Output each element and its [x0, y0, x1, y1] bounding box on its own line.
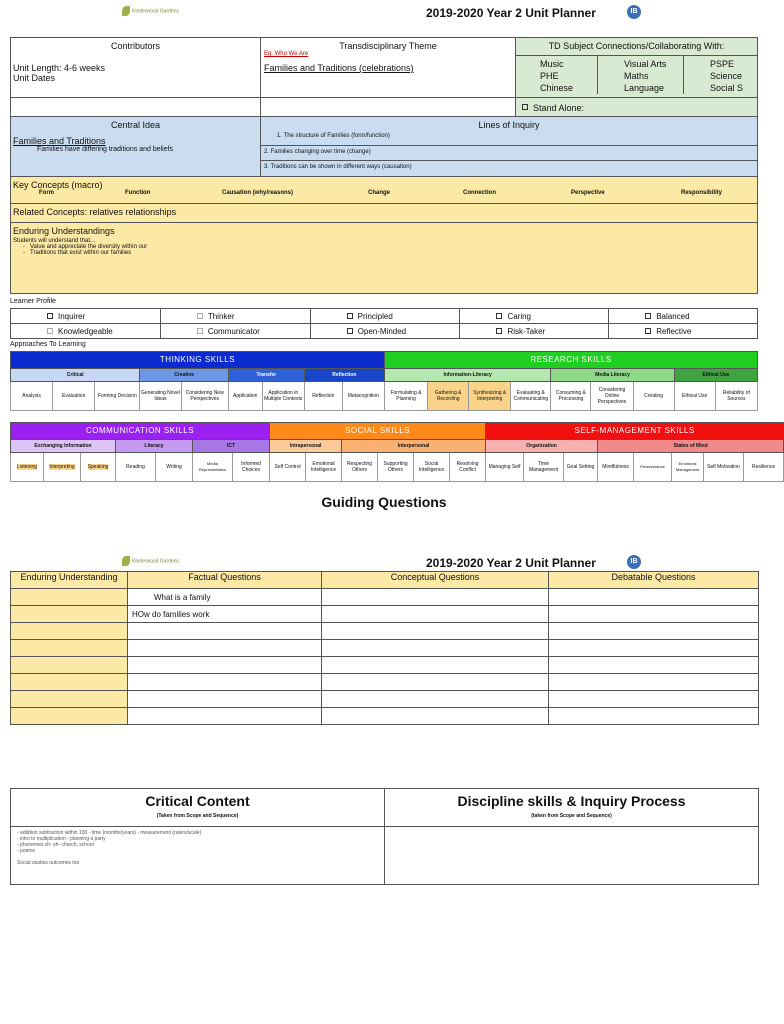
lp-label: Communicator [207, 326, 260, 336]
lp-caring[interactable] [460, 309, 609, 324]
subject-pspe: PSPE [709, 59, 734, 69]
key-concept-perspective: Perspective [571, 190, 605, 196]
unit-overview-table [10, 37, 758, 294]
skill-informed-choices: Informed Choices [233, 453, 270, 482]
critical-content-body[interactable] [11, 827, 385, 885]
skill-supporting-others: Supporting Others [378, 453, 414, 482]
factual-question[interactable]: HOw do families work [128, 606, 322, 623]
discipline-skills-body[interactable] [385, 827, 759, 885]
skill-resilience: Resilience [744, 453, 784, 482]
skill-considering-new-perspectives: Considering New Perspectives [181, 382, 228, 411]
contributors-heading: Contributors [110, 41, 160, 51]
sm-cat-states-of-mind: States of Mind [598, 440, 784, 453]
skill-respecting-others: Respecting Others [342, 453, 378, 482]
td-subjects-col1 [516, 56, 598, 94]
table-row [11, 691, 759, 708]
table-row [11, 606, 759, 623]
skill-ethical-use: Ethical Use [674, 382, 715, 411]
factual-question[interactable]: What is a family [128, 589, 322, 606]
enduring-item: - Value and appreciate the diversity within our [23, 244, 148, 250]
checkbox[interactable] [496, 328, 502, 334]
key-concept-change: Change [368, 190, 391, 196]
central-idea-title: Families and Traditions [13, 136, 106, 146]
skill-social-intelligence: Social Intelligence [414, 453, 450, 482]
discipline-skills-header [385, 789, 759, 827]
thinking-cat-transfer: Transfer [228, 369, 304, 382]
lp-label: Open-Minded [357, 326, 407, 336]
critical-content-header [11, 789, 385, 827]
atl-label: Approaches To Learning [10, 341, 86, 348]
research-cat-information-literacy: Information-Literacy [384, 369, 550, 382]
contributors-cell [11, 38, 261, 98]
col-conceptual-questions: Conceptual Questions [322, 572, 549, 589]
leaf-icon [122, 556, 130, 566]
enduring-heading: Enduring Understandings [13, 226, 115, 236]
stand-alone-label: Stand Alone: [532, 103, 585, 113]
lp-label: Caring [507, 311, 532, 321]
key-concepts-list [11, 190, 757, 200]
inquiry-line-1: 1. The structure of Families (form/function) [276, 133, 390, 139]
factual-question[interactable] [128, 623, 322, 640]
thinking-research-skills-table [10, 351, 758, 411]
skill-interpreting: Interpreting [49, 464, 75, 470]
lp-risk-taker[interactable] [460, 324, 609, 339]
checkbox[interactable] [47, 328, 53, 334]
enduring-item-text: Traditions that exist within our families [30, 250, 132, 256]
skill-reading: Reading [116, 453, 156, 482]
research-skills-band: RESEARCH SKILLS [384, 352, 757, 369]
social-skills-band: SOCIAL SKILLS [270, 423, 486, 440]
skill-reflection: Reflection [304, 382, 342, 411]
skill-emotional-management: Emotional Management [672, 453, 704, 482]
content-line: - poems [17, 848, 36, 854]
subject-language: Language [623, 83, 665, 93]
key-concepts-cell [11, 177, 758, 204]
checkbox[interactable] [347, 313, 353, 319]
critical-content-sub: (Taken from Scope and Sequence) [156, 813, 239, 819]
page-title: 2019-2020 Year 2 Unit Planner [426, 6, 596, 20]
skill-goal-setting: Goal Setting [564, 453, 598, 482]
content-line: - intro to multiplication - planning a party [17, 836, 106, 842]
thinking-cat-critical: Critical [11, 369, 140, 382]
skill-forming-decision: Forming Decision [95, 382, 140, 411]
factual-question[interactable] [128, 640, 322, 657]
leaf-icon [122, 6, 130, 16]
col-debatable-questions: Debatable Questions [549, 572, 759, 589]
theme-cell [260, 38, 515, 98]
checkbox[interactable] [496, 313, 502, 319]
key-concept-causation: Causation (why/reasons) [222, 190, 294, 196]
critical-content-heading: Critical Content [145, 793, 250, 809]
subject-science: Science [709, 71, 743, 81]
skill-mindfulness: Mindfulness [598, 453, 634, 482]
skill-formulating-planning: Formulating & Planning [384, 382, 427, 411]
lp-communicator[interactable] [160, 324, 310, 339]
table-row [11, 708, 759, 725]
content-line: Social studies outcomes too [17, 860, 80, 866]
col-factual-questions: Factual Questions [128, 572, 322, 589]
skill-generating-novel-ideas: Generating Novel Ideas [140, 382, 181, 411]
page-title: 2019-2020 Year 2 Unit Planner [426, 556, 596, 570]
thinking-skills-band: THINKING SKILLS [11, 352, 385, 369]
sm-cat-organization: Organization [486, 440, 598, 453]
lp-principled[interactable] [310, 309, 460, 324]
logo-text: Kinderwood Gardens [132, 8, 179, 15]
learner-profile-label: Learner Profile [10, 298, 56, 305]
subject-visual-arts: Visual Arts [623, 59, 667, 69]
enduring-understandings-cell [11, 223, 758, 294]
skill-self-motivation: Self Motivation [704, 453, 744, 482]
theme-example: Eg: Who We Are [263, 51, 309, 57]
td-subjects-col2 [598, 56, 684, 94]
subject-maths: Maths [623, 71, 649, 81]
lp-label: Inquirer [58, 311, 86, 321]
table-row [11, 589, 759, 606]
theme-heading: Transdisciplinary Theme [339, 41, 437, 51]
self-management-skills-band: SELF-MANAGEMENT SKILLS [486, 423, 784, 440]
ib-logo-icon: IB [627, 5, 641, 19]
central-idea-text: Families have differing traditions and beliefs [37, 146, 174, 153]
content-skills-table [10, 788, 759, 885]
key-concepts-heading: Key Concepts (macro) [13, 180, 103, 190]
table-row [11, 674, 759, 691]
key-concept-connection: Connection [463, 190, 496, 196]
enduring-item: - Traditions that exist within our families [23, 250, 132, 256]
communication-skills-band: COMMUNICATION SKILLS [11, 423, 270, 440]
skill-metacognition: Metacognition [342, 382, 384, 411]
theme-extra-cell [260, 98, 515, 117]
content-line: - phonemes ch- sh- church, school [17, 842, 94, 848]
lp-knowledgeable[interactable] [11, 324, 161, 339]
factual-question[interactable] [128, 708, 322, 725]
factual-question[interactable] [128, 657, 322, 674]
table-row [11, 640, 759, 657]
checkbox[interactable] [197, 328, 203, 334]
social-cat-interpersonal: Interpersonal [342, 440, 486, 453]
checkbox[interactable] [197, 313, 203, 319]
factual-question[interactable] [128, 674, 322, 691]
school-logo [122, 556, 179, 566]
table-row [11, 657, 759, 674]
td-subjects-col3 [684, 56, 757, 94]
td-connections-heading: TD Subject Connections/Collaborating With: [516, 38, 757, 56]
lp-label: Principled [357, 311, 393, 321]
page-header [0, 0, 768, 28]
lp-inquirer[interactable] [11, 309, 161, 324]
skill-media-representation: Media Representation [193, 453, 233, 482]
inquiry-line-2: 2. Families changing over time (change) [260, 145, 757, 161]
logo-text: Kinderwood Gardens [132, 558, 179, 565]
key-concept-form: Form [39, 190, 54, 196]
thinking-cat-reflection: Reflection [304, 369, 384, 382]
td-connections-cell [515, 38, 757, 98]
school-logo [122, 6, 179, 16]
research-cat-ethical-use: Ethical Use [674, 369, 757, 382]
stand-alone-checkbox[interactable] [522, 104, 528, 110]
ib-logo-icon: IB [627, 555, 641, 569]
skill-time-management: Time Management [524, 453, 564, 482]
key-concept-function: Function [125, 190, 151, 196]
discipline-heading: Discipline skills & Inquiry Process [457, 793, 686, 809]
skill-application: Application [228, 382, 262, 411]
lp-reflective[interactable] [609, 324, 758, 339]
comm-cat-literacy: Literacy [116, 440, 193, 453]
guiding-questions-table [10, 571, 759, 725]
skill-analysis: Analysis [11, 382, 53, 411]
lp-label: Balanced [656, 311, 690, 321]
enduring-item-text: Value and appreciate the diversity within our [30, 244, 148, 250]
lp-label: Risk-Taker [507, 326, 546, 336]
skill-creating: Creating [633, 382, 674, 411]
checkbox[interactable] [47, 313, 53, 319]
skill-considering-online-perspectives: Considering Online Perspectives [591, 382, 633, 411]
lp-label: Thinker [207, 311, 235, 321]
lines-of-inquiry-cell [260, 117, 757, 146]
related-concepts: Related Concepts: relatives relationships [11, 204, 758, 223]
checkbox[interactable] [645, 313, 651, 319]
table-row [11, 623, 759, 640]
checkbox[interactable] [645, 328, 651, 334]
skill-application-multiple-contexts: Application in Multiple Contexts [262, 382, 304, 411]
theme-value: Families and Traditions (celebrations) [263, 63, 414, 73]
inquiry-line-3: 3. Traditions can be shown in different ways (causation) [260, 161, 757, 177]
skill-gathering-recording: Gathering & Recording [428, 382, 469, 411]
skill-evaluating-communicating: Evaluating & Communicating [511, 382, 551, 411]
social-cat-intrapersonal: Intrapersonal [270, 440, 342, 453]
lp-thinker[interactable] [160, 309, 310, 324]
subject-music: Music [539, 59, 564, 69]
stand-alone-cell[interactable] [515, 98, 757, 117]
central-idea-heading: Central Idea [110, 120, 160, 130]
key-concept-responsibility: Responsibility [681, 190, 723, 196]
research-cat-media-literacy: Media Literacy [551, 369, 674, 382]
lp-label: Knowledgeable [58, 326, 113, 336]
factual-question[interactable] [128, 691, 322, 708]
comm-cat-ict: ICT [193, 440, 270, 453]
col-enduring-understanding: Enduring Understanding [11, 572, 128, 589]
thinking-cat-creative: Creative [140, 369, 228, 382]
subject-social-studies: Social S [709, 83, 744, 93]
communication-social-selfmanagement-table [10, 422, 784, 482]
guiding-questions-title: Guiding Questions [321, 494, 447, 510]
skill-writing: Writing [156, 453, 193, 482]
enduring-intro: Students will understand that... [13, 238, 96, 244]
subject-phe: PHE [539, 71, 559, 81]
skill-emotional-intelligence: Emotional Intelligence [306, 453, 342, 482]
unit-dates: Unit Dates [13, 73, 56, 83]
comm-cat-exchanging-information: Exchanging Information [11, 440, 116, 453]
skill-listening: Listening [16, 464, 37, 470]
learner-profile-table [10, 308, 758, 339]
skill-perseverance: Perseverance [634, 453, 672, 482]
lp-balanced[interactable] [609, 309, 758, 324]
unit-length: Unit Length: 4-6 weeks [13, 63, 106, 73]
skill-evaluation: Evaluation [53, 382, 95, 411]
subject-chinese: Chinese [539, 83, 574, 93]
skill-self-control: Self Control [270, 453, 306, 482]
checkbox[interactable] [347, 328, 353, 334]
skill-synthesizing-interpreting: Synthesizing & Interpreting [469, 382, 511, 411]
discipline-sub: (taken from Scope and Sequence) [531, 813, 612, 819]
skill-consuming-processing: Consuming & Processing [551, 382, 591, 411]
skill-reliability-of-sources: Reliability of Sources [715, 382, 757, 411]
contributors-extra-cell [11, 98, 261, 117]
lp-open-minded[interactable] [310, 324, 460, 339]
content-line: - addition subtraction within 100 - time (months/years) - measurement (rulers/scale) [17, 830, 202, 836]
central-idea-cell [11, 117, 261, 177]
skill-resolving-conflict: Resolving Conflict [450, 453, 486, 482]
lp-label: Reflective [656, 326, 692, 336]
skill-managing-self: Managing Self [486, 453, 524, 482]
skill-speaking: Speaking [87, 464, 109, 470]
lines-of-inquiry-heading: Lines of Inquiry [478, 120, 540, 130]
